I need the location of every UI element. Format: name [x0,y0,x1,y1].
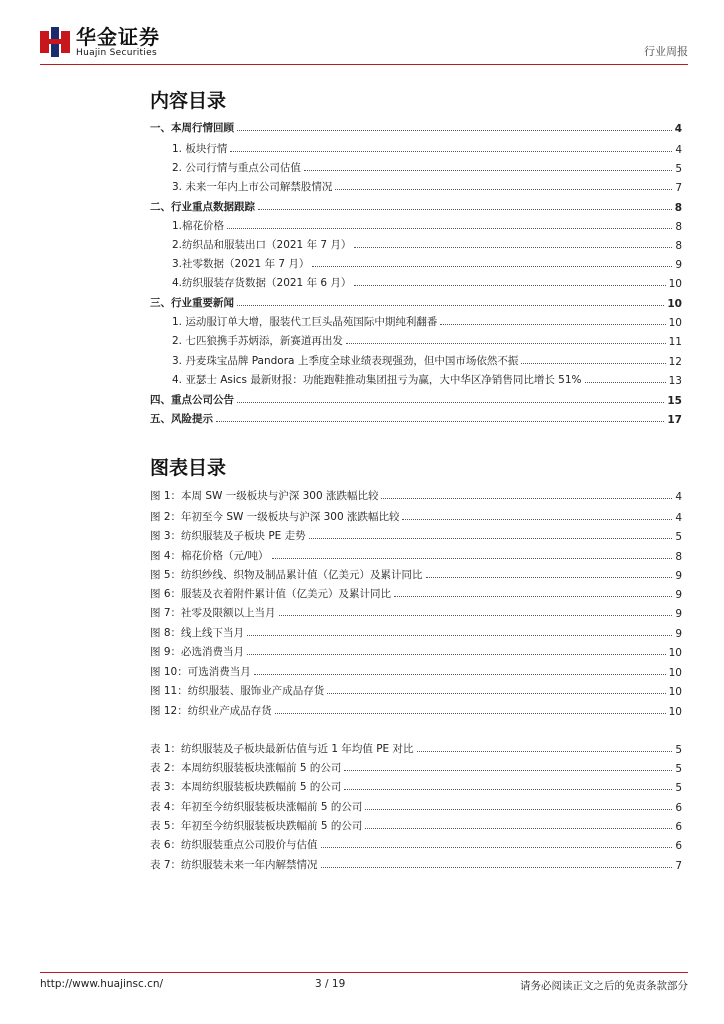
table-entry[interactable] [150,776,682,794]
website-link[interactable]: http://www.huajinsc.cn/ [40,978,164,990]
figure-entry-page-number: 9 [675,608,682,620]
table-entry-page-number: 6 [675,802,682,814]
table-entry-page-number: 7 [675,860,682,872]
toc-entry-page-number: 9 [675,259,682,271]
toc-entry-label: 4. 亚瑟士 Asics 最新财报：功能跑鞋推动集团扭亏为赢，大中华区净销售同比增长 51% [172,374,582,386]
figure-entry[interactable] [150,641,682,659]
toc-entry-label: 2. 七匹狼携手苏炳添，新赛道再出发 [172,335,343,347]
leader-dots [327,693,665,694]
logo-english-name: Huajin Securities [76,47,158,58]
leader-dots [216,421,664,422]
leader-dots [344,789,672,790]
figure-entry-label: 图 8：线上线下当月 [150,627,245,639]
leader-dots [312,266,672,267]
toc-title: 内容目录 [150,90,227,112]
table-entry[interactable] [150,834,682,852]
toc-entry[interactable] [150,117,682,135]
leader-dots [440,324,665,325]
figure-entry-page-number: 10 [668,667,682,679]
leader-dots [258,209,672,210]
table-entry-label: 表 2：本周纺织服装板块涨幅前 5 的公司 [150,762,342,774]
leader-dots [585,382,666,383]
toc-entry-label: 1.棉花价格 [172,220,225,232]
leader-dots [227,228,672,229]
table-entry-label: 表 1：纺织服装及子板块最新估值与近 1 年均值 PE 对比 [150,743,414,755]
toc-entry[interactable] [172,350,682,368]
page-header [40,24,688,62]
toc-entry-page-number: 8 [675,221,682,233]
leader-dots [402,519,672,520]
figure-entry-label: 图 11：纺织服装、服饰业产成品存货 [150,685,325,697]
leader-dots [247,635,672,636]
leader-dots [394,596,672,597]
figure-entry-page-number: 9 [675,589,682,601]
leader-dots [230,151,672,152]
toc-entry-page-number: 5 [675,163,682,175]
figures-title: 图表目录 [150,457,227,479]
toc-entry-label: 五、风险提示 [150,413,213,425]
logo-chinese-name: 华金证券 [76,24,160,49]
table-entry[interactable] [150,757,682,775]
leader-dots [237,130,672,131]
leader-dots [275,713,666,714]
leader-dots [321,847,673,848]
toc-entry-label: 3. 丹麦珠宝品牌 Pandora 上季度全球业绩表现强劲，但中国市场依然不振 [172,355,519,367]
figure-entry-label: 图 6：服装及衣着附件累计值（亿美元）及累计同比 [150,588,392,600]
leader-dots [365,828,672,829]
figure-entry-page-number: 5 [675,531,682,543]
figure-entry-label: 图 5：纺织纱线、织物及制品累计值（亿美元）及累计同比 [150,569,423,581]
table-entry-label: 表 6：纺织服装重点公司股价与估值 [150,839,318,851]
figure-entry[interactable] [150,545,682,563]
figure-entry-label: 图 12：纺织业产成品存货 [150,705,272,717]
leader-dots [346,343,666,344]
figure-entry-label: 图 2：年初至今 SW 一级板块与沪深 300 涨跌幅比较 [150,511,400,523]
toc-entry-label: 3.社零数据（2021 年 7 月） [172,258,310,270]
figure-entry[interactable] [150,602,682,620]
toc-entry[interactable] [172,311,682,329]
toc-entry-label: 三、行业重要新闻 [150,297,234,309]
toc-entry-page-number: 10 [667,298,682,310]
leader-dots [304,170,672,171]
leader-dots [426,577,673,578]
toc-entry[interactable] [172,157,682,175]
toc-entry-label: 1. 板块行情 [172,143,228,155]
toc-entry[interactable] [150,196,682,214]
toc-entry-page-number: 11 [668,336,682,348]
toc-entry[interactable] [172,272,682,290]
figure-entry[interactable] [150,700,682,718]
table-entry[interactable] [150,738,682,756]
figure-entry[interactable] [150,506,682,524]
toc-entry-label: 4.纺织服装存货数据（2021 年 6 月） [172,277,352,289]
toc-entry-page-number: 8 [674,202,682,214]
figure-entry-label: 图 4：棉花价格（元/吨） [150,550,269,562]
table-entry-label: 表 5：年初至今纺织服装板块跌幅前 5 的公司 [150,820,363,832]
figure-entry-label: 图 7：社零及限额以上当月 [150,607,276,619]
toc-entry[interactable] [172,234,682,252]
table-entry-page-number: 5 [675,763,682,775]
table-entry[interactable] [150,854,682,872]
toc-entry[interactable] [172,176,682,194]
figure-entry-page-number: 9 [675,628,682,640]
toc-entry-page-number: 12 [668,356,682,368]
table-entry-label: 表 7：纺织服装未来一年内解禁情况 [150,859,318,871]
leader-dots [354,285,665,286]
table-entry-page-number: 6 [675,840,682,852]
footer-divider [40,972,688,973]
figure-entry-page-number: 4 [675,491,682,503]
leader-dots [237,402,664,403]
leader-dots [381,498,672,499]
leader-dots [365,809,672,810]
figure-entry[interactable] [150,485,682,503]
table-entry-page-number: 5 [675,782,682,794]
figure-entry-label: 图 10：可选消费当月 [150,666,251,678]
leader-dots [521,363,665,364]
figure-entry[interactable] [150,680,682,698]
leader-dots [279,615,673,616]
toc-entry-page-number: 10 [668,317,682,329]
figure-entry-page-number: 10 [668,686,682,698]
figure-entry-page-number: 4 [675,512,682,524]
disclaimer-note: 请务必阅读正文之后的免责条款部分 [520,980,688,992]
toc-entry[interactable] [172,330,682,348]
figure-entry[interactable] [150,525,682,543]
figure-entry-page-number: 10 [668,647,682,659]
report-type: 行业周报 [644,45,688,58]
toc-entry-page-number: 10 [668,278,682,290]
figure-entry[interactable] [150,622,682,640]
leader-dots [237,305,664,306]
toc-entry[interactable] [150,292,682,310]
company-logo [40,24,160,60]
toc-entry-page-number: 15 [667,395,682,407]
toc-entry-label: 2. 公司行情与重点公司估值 [172,162,301,174]
figure-entry[interactable] [150,564,682,582]
toc-entry-page-number: 7 [675,182,682,194]
table-entry[interactable] [150,815,682,833]
leader-dots [254,674,666,675]
toc-entry[interactable] [172,253,682,271]
leader-dots [272,558,673,559]
toc-entry[interactable] [150,408,682,426]
figure-entry-label: 图 3：纺织服装及子板块 PE 走势 [150,530,306,542]
toc-entry-label: 2.纺织品和服装出口（2021 年 7 月） [172,239,352,251]
toc-entry-page-number: 17 [667,414,682,426]
table-entry-label: 表 3：本周纺织服装板块跌幅前 5 的公司 [150,781,342,793]
figure-entry-page-number: 9 [675,570,682,582]
header-divider [40,64,688,65]
toc-entry-label: 二、行业重点数据跟踪 [150,201,255,213]
huajin-logo-icon [40,27,70,57]
leader-dots [247,654,666,655]
leader-dots [354,247,672,248]
toc-entry[interactable] [150,389,682,407]
figure-entry-label: 图 1：本周 SW 一级板块与沪深 300 涨跌幅比较 [150,490,379,502]
page-indicator: 3 / 19 [315,978,346,990]
toc-entry-label: 四、重点公司公告 [150,394,234,406]
table-entry-page-number: 6 [675,821,682,833]
toc-entry-page-number: 4 [674,123,682,135]
figure-entry[interactable] [150,583,682,601]
toc-entry-page-number: 4 [675,144,682,156]
figure-entry[interactable] [150,661,682,679]
table-entry-page-number: 5 [675,744,682,756]
toc-entry[interactable] [172,215,682,233]
toc-entry-label: 一、本周行情回顾 [150,122,234,134]
toc-entry-label: 3. 未来一年内上市公司解禁股情况 [172,181,333,193]
toc-entry-page-number: 13 [668,375,682,387]
leader-dots [321,867,673,868]
toc-entry-page-number: 8 [675,240,682,252]
toc-entry[interactable] [172,138,682,156]
toc-entry-label: 1. 运动服订单大增，服装代工巨头晶苑国际中期纯利翻番 [172,316,438,328]
figure-entry-label: 图 9：必选消费当月 [150,646,245,658]
figure-entry-page-number: 8 [675,551,682,563]
leader-dots [344,770,672,771]
table-entry-label: 表 4：年初至今纺织服装板块涨幅前 5 的公司 [150,801,363,813]
figure-entry-page-number: 10 [668,706,682,718]
leader-dots [335,189,672,190]
leader-dots [309,538,673,539]
toc-entry[interactable] [172,369,682,387]
table-entry[interactable] [150,796,682,814]
leader-dots [417,751,673,752]
